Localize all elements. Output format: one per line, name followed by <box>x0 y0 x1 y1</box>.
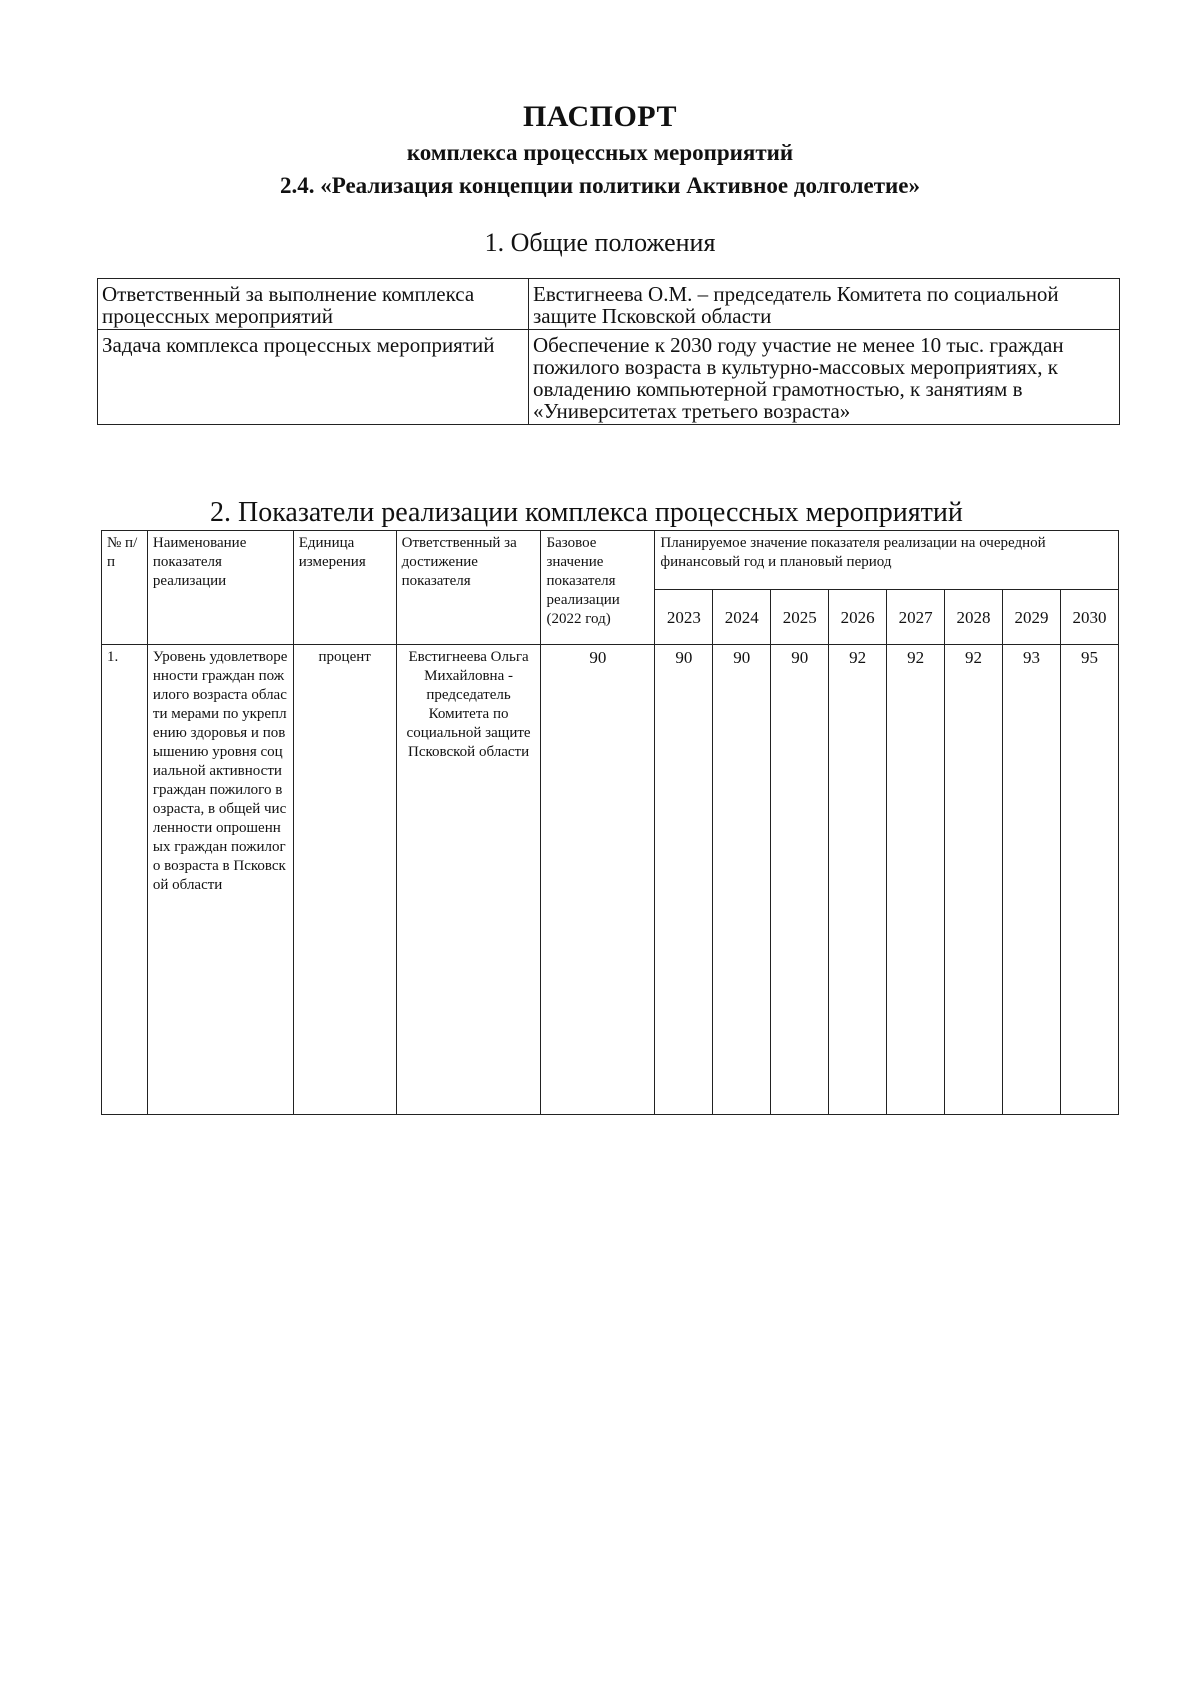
col-header-planned: Планируемое значение показателя реализации на очередной финансовый год и плановый период <box>655 531 1119 590</box>
section2-heading: 2. Показатели реализации комплекса процессных мероприятий <box>210 497 963 528</box>
col-header-unit: Единица измерения <box>293 531 396 645</box>
row-value-2023: 90 <box>655 645 713 1115</box>
row-value-2030: 95 <box>1060 645 1118 1115</box>
col-header-name: Наименование показателя реализации <box>147 531 293 645</box>
row-base-value: 90 <box>541 645 655 1115</box>
header-row <box>102 531 1119 590</box>
document-title: ПАСПОРТ <box>522 100 678 133</box>
responsible-value: Евстигнеева О.М. – председатель Комитета по социальной защите Псковской области <box>529 279 1120 330</box>
year-header: 2024 <box>713 590 771 645</box>
row-value-2026: 92 <box>829 645 887 1115</box>
table-row <box>102 645 1119 1115</box>
year-header: 2029 <box>1002 590 1060 645</box>
year-header: 2026 <box>829 590 887 645</box>
program-name: 2.4. «Реализация концепции политики Активное долголетие» <box>279 173 921 198</box>
table-row <box>98 330 1120 425</box>
section1-heading: 1. Общие положения <box>484 228 716 257</box>
table-row <box>98 279 1120 330</box>
responsible-label: Ответственный за выполнение комплекса процессных мероприятий <box>98 279 529 330</box>
row-value-2028: 92 <box>945 645 1003 1115</box>
indicators-table <box>101 530 1119 1115</box>
year-header: 2028 <box>945 590 1003 645</box>
row-num: 1. <box>102 645 148 1115</box>
row-value-2025: 90 <box>771 645 829 1115</box>
document-subtitle: комплекса процессных мероприятий <box>406 140 794 165</box>
col-header-num: № п/п <box>102 531 148 645</box>
row-value-2029: 93 <box>1002 645 1060 1115</box>
col-header-base: Базовое значение показателя реализации (2022 год) <box>541 531 655 645</box>
year-header: 2025 <box>771 590 829 645</box>
row-value-2024: 90 <box>713 645 771 1115</box>
row-indicator-name: Уровень удовлетворенности граждан пожилого возраста области мерами по укреплению здоровья и повышению уровня социальной активности граждан пожилого возраста, в общей численности опрошенных граждан пожилого возраста в Псковской области <box>147 645 293 1115</box>
row-value-2027: 92 <box>887 645 945 1115</box>
general-provisions-table <box>97 278 1120 425</box>
year-header: 2030 <box>1060 590 1118 645</box>
col-header-responsible: Ответственный за достижение показателя <box>396 531 541 645</box>
row-responsible: Евстигнеева Ольга Михайловна - председатель Комитета по социальной защите Псковской области <box>396 645 541 1115</box>
year-header: 2027 <box>887 590 945 645</box>
task-label: Задача комплекса процессных мероприятий <box>98 330 529 425</box>
year-header: 2023 <box>655 590 713 645</box>
task-value: Обеспечение к 2030 году участие не менее 10 тыс. граждан пожилого возраста в культурно-массовых мероприятиях, к овладению компьютерной грамотностью, к занятиям в «Университетах третьего возраста» <box>529 330 1120 425</box>
row-unit: процент <box>293 645 396 1115</box>
